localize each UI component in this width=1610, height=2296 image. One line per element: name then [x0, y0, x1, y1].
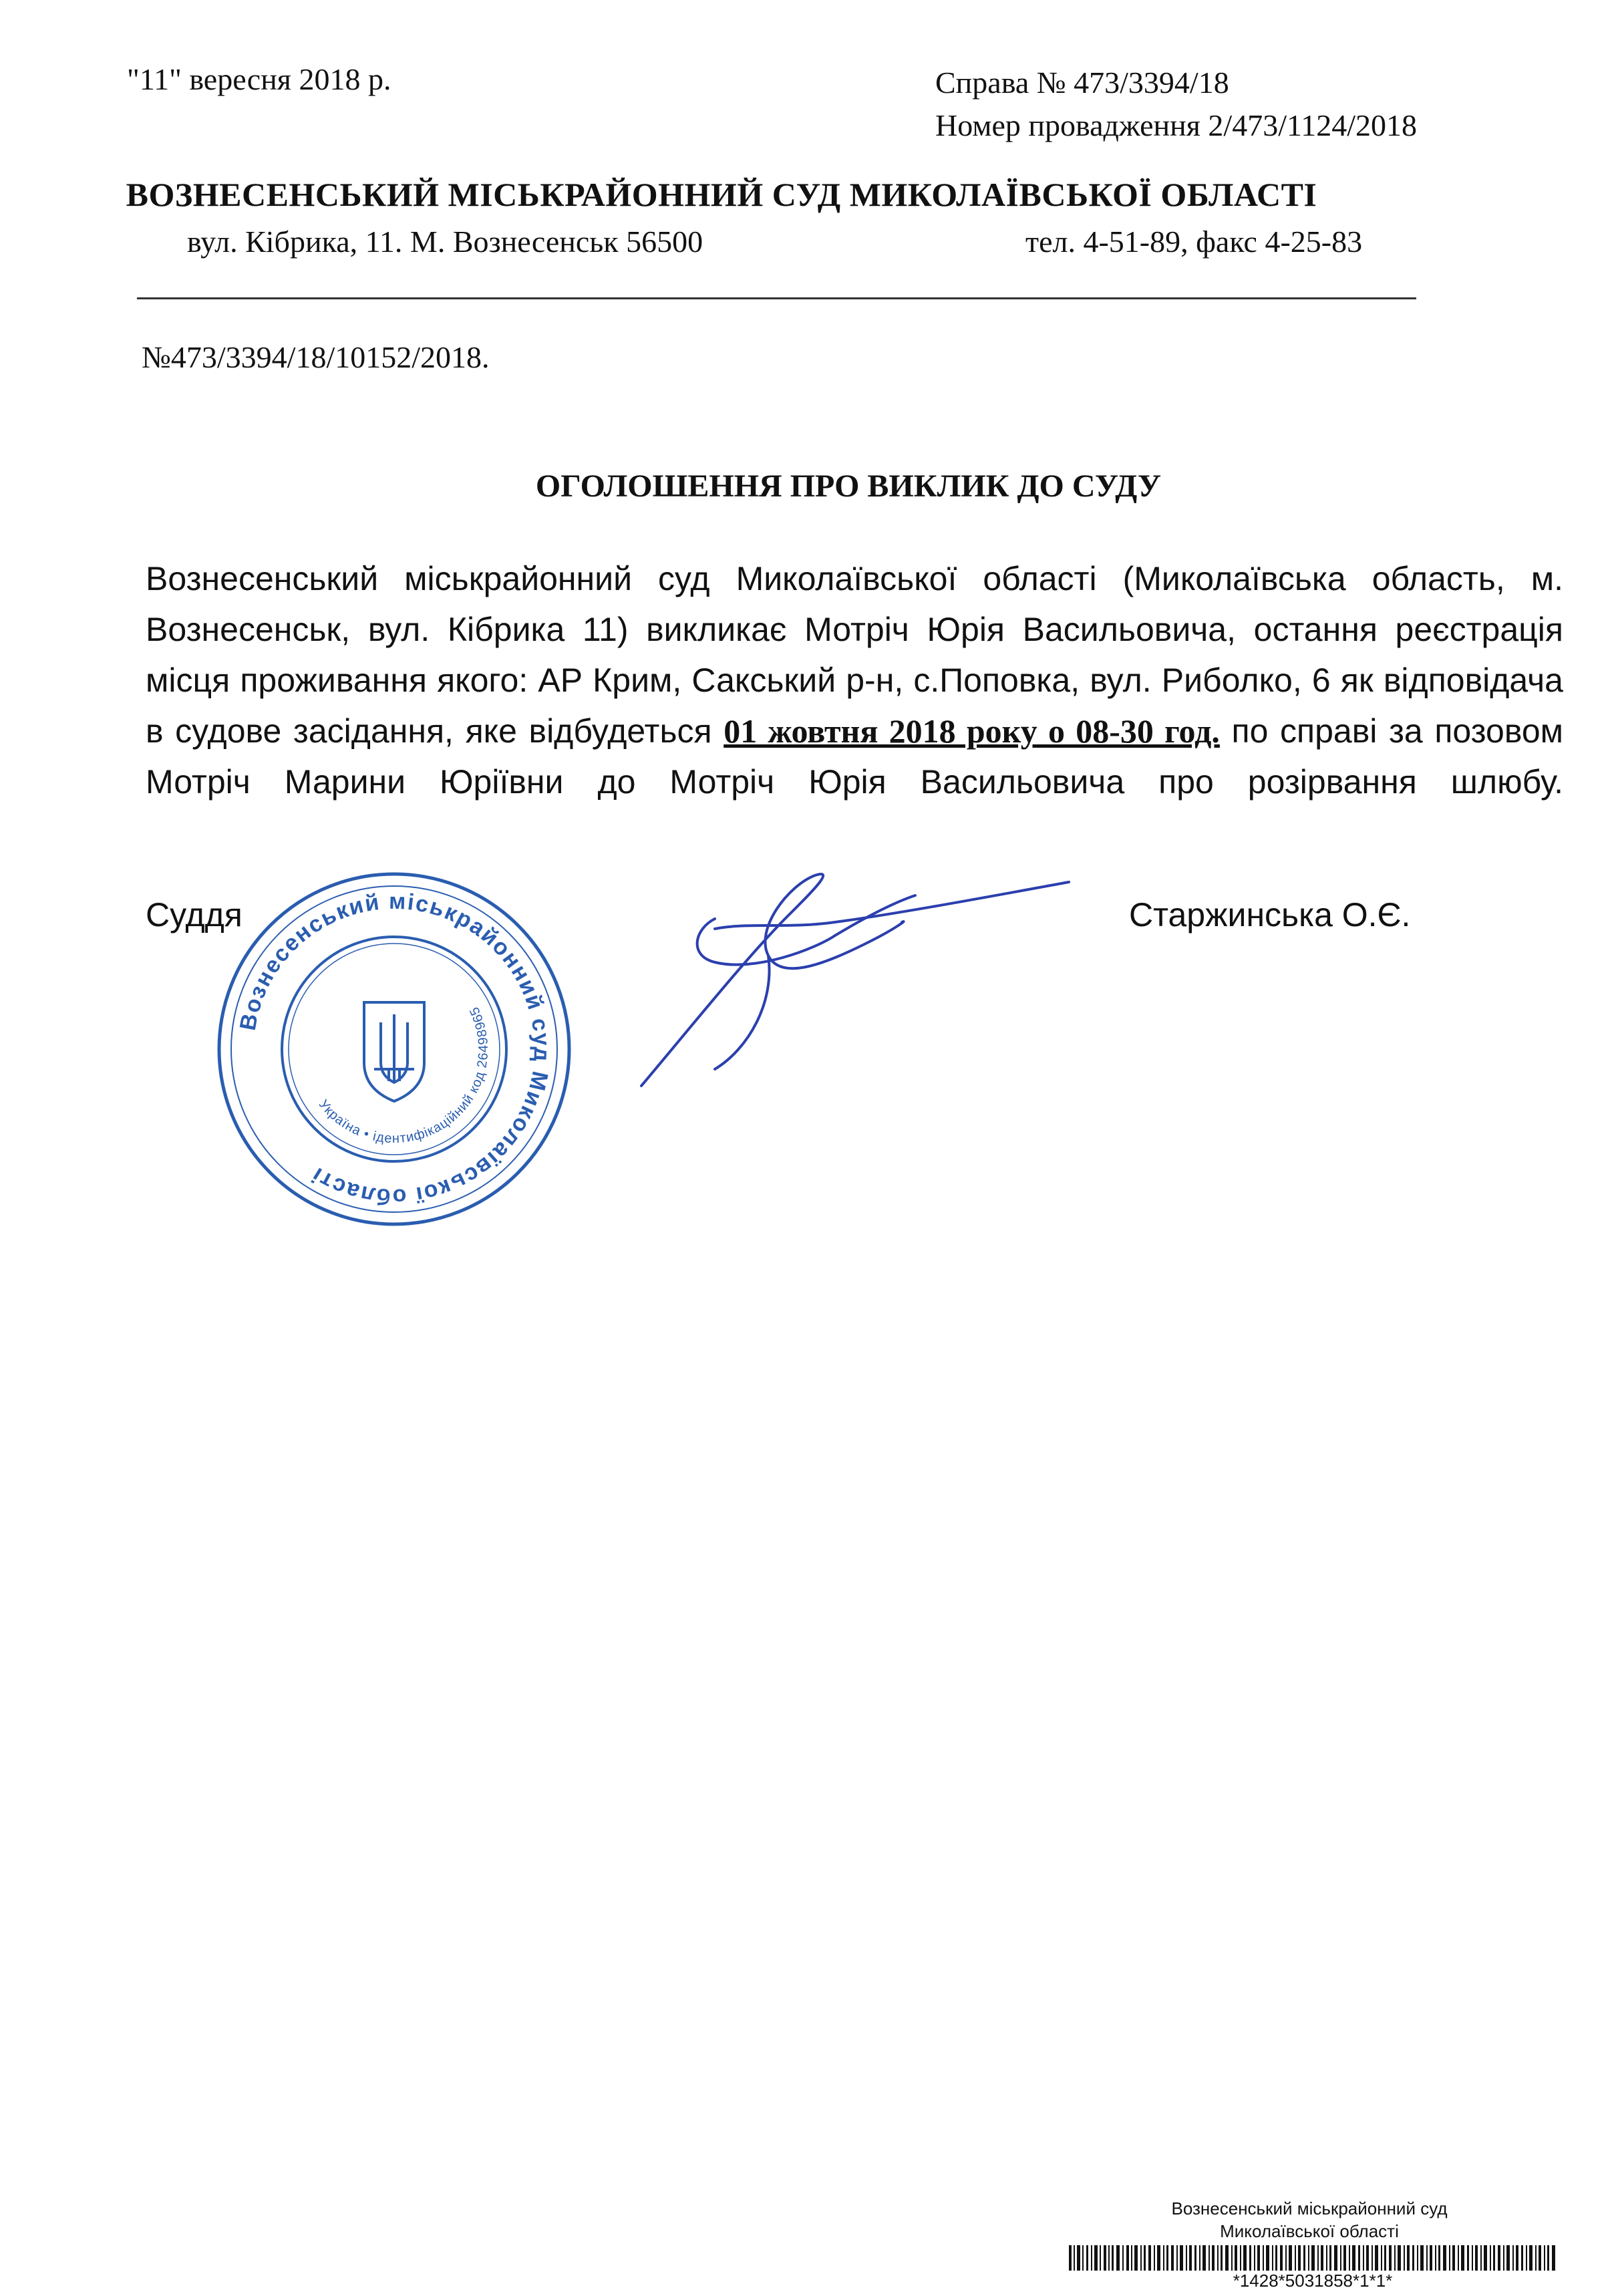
footer-court-line1: Вознесенський міськрайонний суд [1171, 2198, 1448, 2218]
body-part2: по справі за позовом Мотріч Марини Юріївни до Мотріч Юрія Васильовича про розірвання шлюбу. [146, 712, 1564, 801]
header-divider [137, 297, 1416, 299]
svg-text:Україна • ідентифікаційний код: Україна • ідентифікаційний код 26498965 [315, 1004, 492, 1147]
barcode-icon [1069, 2245, 1557, 2271]
document-title: ОГОЛОШЕННЯ ПРО ВИКЛИК ДО СУДУ [535, 468, 1162, 504]
case-info [935, 61, 1417, 147]
court-address: вул. Кібрика, 11. М. Вознесенськ 56500 [187, 225, 703, 259]
footer-court [1069, 2197, 1550, 2243]
footer-court-line2: Миколаївської області [1220, 2221, 1399, 2241]
proceeding-number: Номер провадження 2/473/1124/2018 [935, 108, 1418, 142]
svg-text:Вознесенський міськрайонний су: Вознесенський міськрайонний суд Миколаївської області [234, 888, 555, 1210]
barcode-number: *1428*5031858*1*1* [1233, 2271, 1393, 2291]
court-name: ВОЗНЕСЕНСЬКИЙ МІСЬКРАЙОННИЙ СУД МИКОЛАЇВСЬКОЇ ОБЛАСТІ [126, 176, 1317, 213]
court-phone: тел. 4-51-89, факс 4-25-83 [1025, 225, 1363, 259]
court-seal-icon [214, 869, 575, 1230]
outgoing-number: №473/3394/18/10152/2018. [142, 340, 490, 374]
case-number: Справа № 473/3394/18 [935, 65, 1229, 100]
judge-signature-icon [615, 855, 1096, 1103]
judge-name: Старжинська О.Є. [1129, 896, 1411, 934]
hearing-date-time: 01 жовтня 2018 року о 08-30 год. [723, 712, 1220, 750]
announcement-body [146, 553, 1563, 807]
judge-label: Суддя [146, 896, 243, 934]
document-date: "11" вересня 2018 р. [127, 62, 391, 96]
body-part1: Вознесенський міськрайонний суд Миколаївської області (Миколаївська область, м. Вознесенськ, вул. Кібрика 11) викликає Мотріч Юрія Васильовича, остання реєстрація місця проживання якого: АР Крим, Сакський р-н, с.Поповка, вул. Риболко, 6 як відповідача в судове засідання, яке відбудеться [146, 560, 1563, 750]
